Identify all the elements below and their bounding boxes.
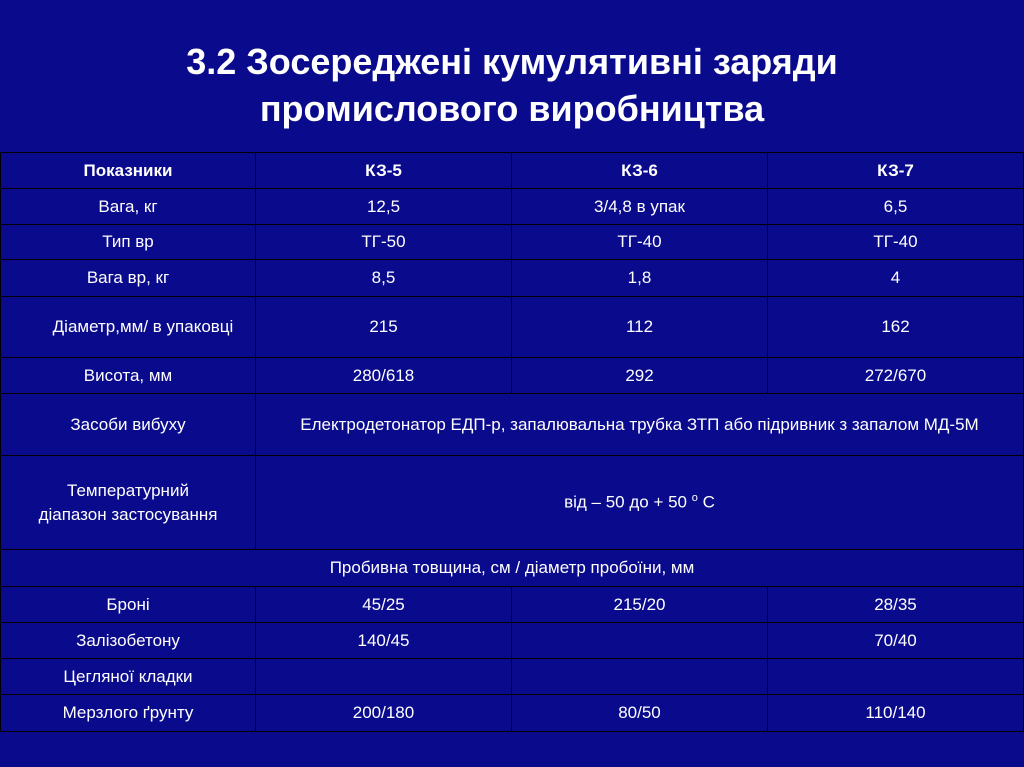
penetration-header-row [1, 550, 1024, 587]
table-row [1, 260, 1024, 297]
table-row [1, 456, 1024, 550]
row-label-armor: Броні [1, 587, 256, 623]
charges-table [0, 152, 1024, 732]
slide-title [0, 38, 1024, 132]
table-row [1, 659, 1024, 695]
detonation-value: Електродетонатор ЕДП-р, запалювальна трубка ЗТП або підривник з запалом МД-5М [256, 394, 1024, 456]
table-cell: 80/50 [512, 695, 768, 732]
row-label-detonation: Засоби вибуху [1, 394, 256, 456]
table-cell: 12,5 [256, 189, 512, 225]
table-row [1, 394, 1024, 456]
table-row [1, 225, 1024, 260]
temperature-unit: С [702, 492, 715, 512]
table-cell: 215/20 [512, 587, 768, 623]
temperature-label-line-1: Температурний [67, 480, 189, 500]
table-cell: 280/618 [256, 358, 512, 394]
table-cell: 140/45 [256, 623, 512, 659]
temperature-value [256, 456, 1024, 550]
table-cell: ТГ-40 [512, 225, 768, 260]
table-cell: 8,5 [256, 260, 512, 297]
table-row [1, 297, 1024, 358]
table-cell: ТГ-40 [768, 225, 1024, 260]
row-label-explosive-weight: Вага вр, кг [1, 260, 256, 297]
temperature-label-line-2: діапазон застосування [38, 504, 218, 524]
table-cell [256, 659, 512, 695]
table-cell: 272/670 [768, 358, 1024, 394]
header-cell-kz5: КЗ-5 [256, 153, 512, 189]
table-row [1, 623, 1024, 659]
table-cell: 215 [256, 297, 512, 358]
table-row [1, 587, 1024, 623]
table-cell [768, 659, 1024, 695]
table-cell: ТГ-50 [256, 225, 512, 260]
table-cell: 70/40 [768, 623, 1024, 659]
table-cell: 1,8 [512, 260, 768, 297]
row-label-frozen-soil: Мерзлого ґрунту [1, 695, 256, 732]
table-cell: 45/25 [256, 587, 512, 623]
table-cell: 200/180 [256, 695, 512, 732]
table-cell: 112 [512, 297, 768, 358]
row-label-height: Висота, мм [1, 358, 256, 394]
header-cell-indicators: Показники [1, 153, 256, 189]
row-label-diameter: Діаметр,мм/ в упаковці [1, 297, 256, 358]
table-row [1, 695, 1024, 732]
row-label-explosive-type: Тип вр [1, 225, 256, 260]
table-cell: 162 [768, 297, 1024, 358]
table-cell: 3/4,8 в упак [512, 189, 768, 225]
table-row [1, 358, 1024, 394]
temperature-range: від – 50 до + 50 [564, 492, 688, 512]
row-label-weight: Вага, кг [1, 189, 256, 225]
row-label-concrete: Залізобетону [1, 623, 256, 659]
table-cell: 6,5 [768, 189, 1024, 225]
table-cell [512, 659, 768, 695]
header-cell-kz7: КЗ-7 [768, 153, 1024, 189]
title-line-2: промислового виробництва [259, 88, 765, 129]
penetration-header: Пробивна товщина, см / діаметр пробоїни, мм [1, 550, 1024, 587]
title-line-1: 3.2 Зосереджені кумулятивні заряди [186, 41, 838, 82]
table-cell: 4 [768, 260, 1024, 297]
table-row [1, 189, 1024, 225]
table-cell: 110/140 [768, 695, 1024, 732]
table-cell: 292 [512, 358, 768, 394]
row-label-brick: Цегляної кладки [1, 659, 256, 695]
table-cell: 28/35 [768, 587, 1024, 623]
degree-sign: о [691, 492, 698, 505]
table-cell [512, 623, 768, 659]
row-label-temperature [1, 456, 256, 550]
table-header-row [1, 153, 1024, 189]
header-cell-kz6: КЗ-6 [512, 153, 768, 189]
